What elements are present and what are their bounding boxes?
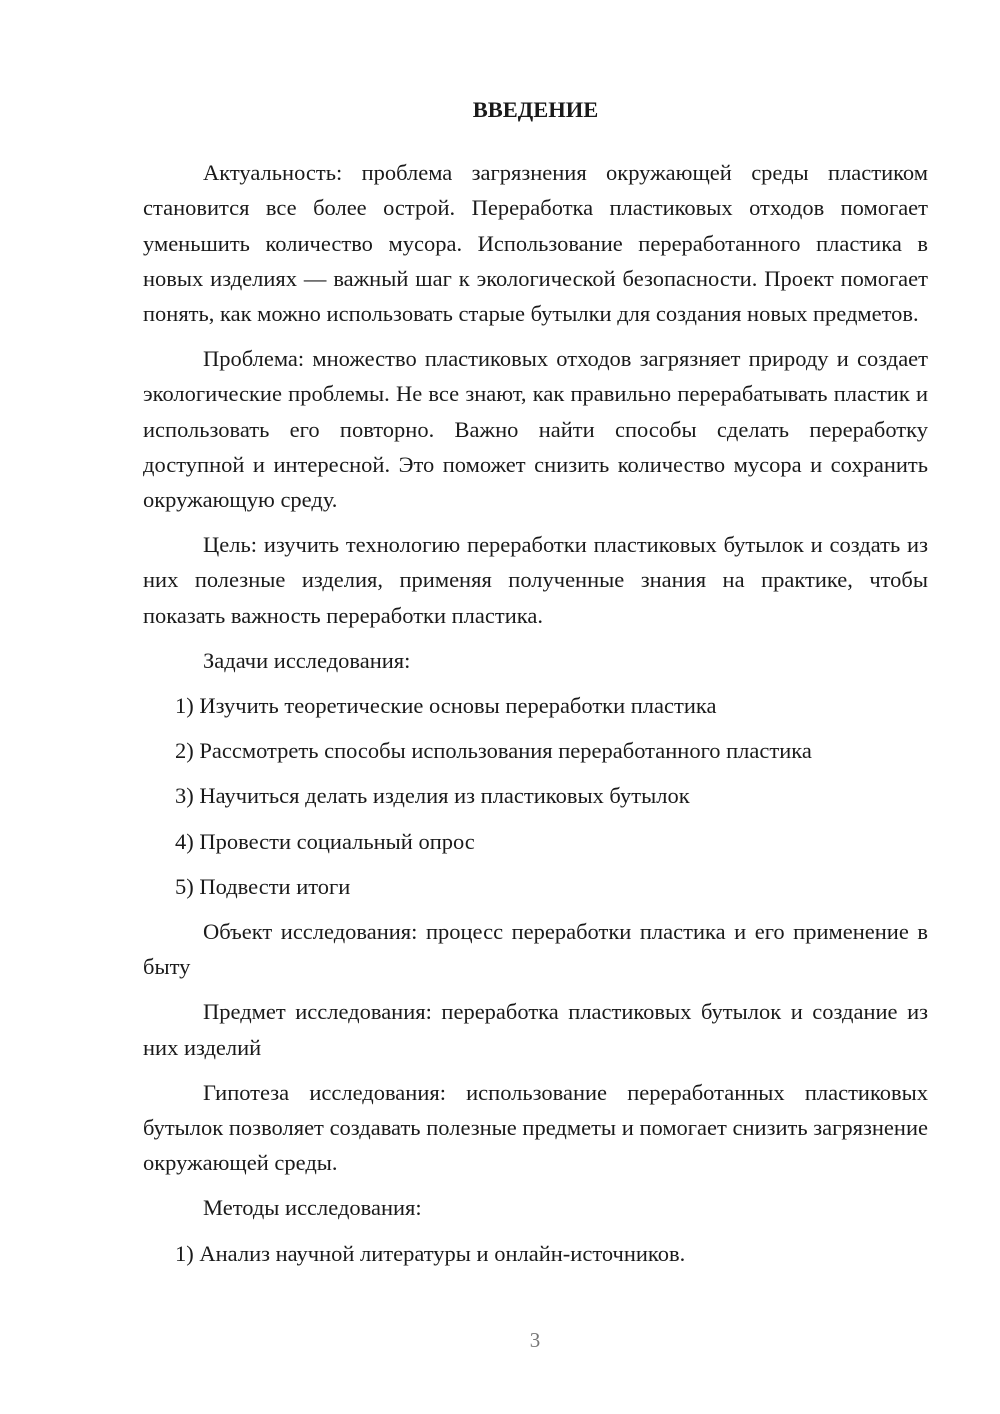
tasks-title: Задачи исследования: (203, 647, 411, 673)
methods-list (143, 1236, 928, 1271)
list-item: 4) Провести социальный опрос (175, 828, 475, 854)
object-paragraph: Объект исследования: процесс переработки пластика и его применение в быту (143, 919, 928, 980)
list-item: 2) Рассмотреть способы использования переработанного пластика (175, 738, 812, 764)
page-number: 3 (529, 1328, 541, 1352)
list-item: 1) Изучить теоретические основы переработки пластика (175, 693, 717, 719)
page-content (143, 92, 928, 1281)
methods-title: Методы исследования: (203, 1195, 422, 1221)
tasks-list (143, 688, 928, 904)
list-item: 3) Научиться делать изделия из пластиковых бутылок (175, 783, 690, 809)
list-item: 1) Анализ научной литературы и онлайн-источников. (175, 1240, 686, 1266)
list-item: 5) Подвести итоги (175, 873, 351, 899)
relevance-paragraph: Актуальность: проблема загрязнения окружающей среды пластиком становится все более острой. Переработка пластиковых отходов помогает уменьшить количество мусора. Использование переработанного пластика в новых изделиях — важный шаг к экологической безопасности. Проект помогает понять, как можно использовать старые бутылки для создания новых предметов. (143, 160, 928, 327)
goal-paragraph: Цель: изучить технологию переработки пластиковых бутылок и создать из них полезные изделия, применяя полученные знания на практике, чтобы показать важность переработки пластика. (143, 532, 928, 628)
hypothesis-paragraph: Гипотеза исследования: использование переработанных пластиковых бутылок позволяет создавать полезные предметы и помогает снизить загрязнение окружающей среды. (143, 1079, 928, 1176)
subject-paragraph: Предмет исследования: переработка пластиковых бутылок и создание из них изделий (143, 999, 928, 1060)
section-heading: ВВЕДЕНИЕ (472, 97, 599, 122)
problem-paragraph: Проблема: множество пластиковых отходов загрязняет природу и создает экологические проблемы. Не все знают, как правильно перерабатывать пластик и использовать его повторно. Важно найти способы сделать переработку доступной и интересной. Это поможет снизить количество мусора и сохранить окружающую среду. (143, 346, 928, 513)
